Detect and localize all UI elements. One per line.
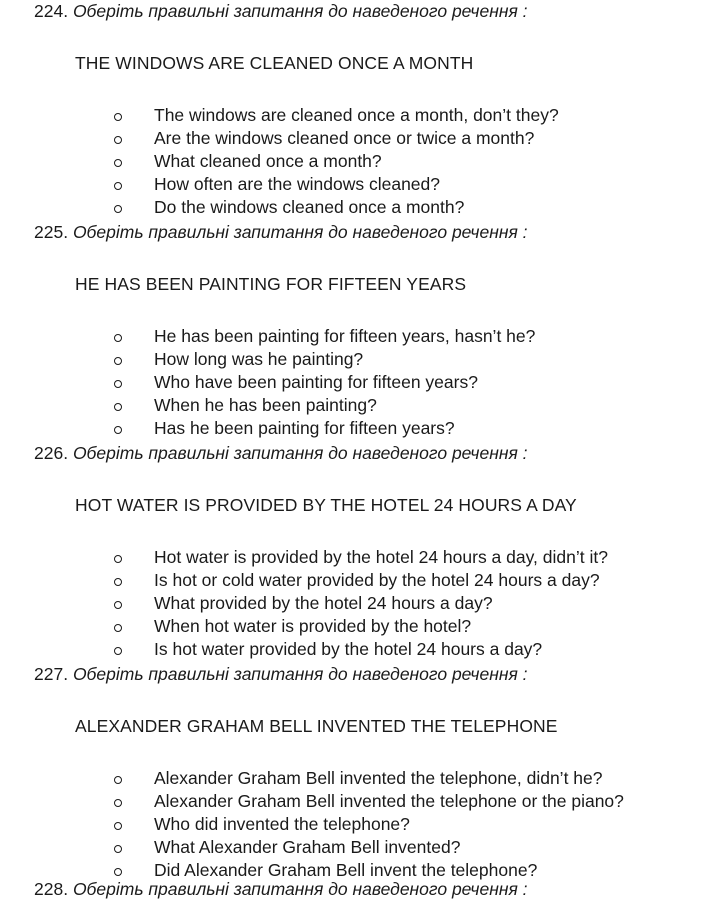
answer-option[interactable] xyxy=(0,592,706,615)
answer-option[interactable] xyxy=(0,196,706,219)
answer-option[interactable] xyxy=(0,127,706,150)
radio-circle-icon[interactable] xyxy=(114,159,122,167)
answer-option[interactable] xyxy=(0,325,706,348)
option-text: Are the windows cleaned once or twice a month? xyxy=(154,128,535,148)
option-text: How often are the windows cleaned? xyxy=(154,174,441,194)
answer-option[interactable] xyxy=(0,348,706,371)
question-instruction: Оберіть правильні запитання до наведеного речення : xyxy=(72,1,528,21)
answer-option[interactable] xyxy=(0,104,706,127)
question-228-partial xyxy=(34,878,528,900)
question-number: 226. xyxy=(34,443,69,463)
answer-option[interactable] xyxy=(0,546,706,569)
answer-option[interactable] xyxy=(0,615,706,638)
question-header xyxy=(34,221,528,243)
radio-circle-icon[interactable] xyxy=(114,845,122,853)
option-text: Did Alexander Graham Bell invent the telephone? xyxy=(154,860,538,880)
radio-circle-icon[interactable] xyxy=(114,578,122,586)
answer-option[interactable] xyxy=(0,813,706,836)
option-text: When he has been painting? xyxy=(154,395,377,415)
radio-circle-icon[interactable] xyxy=(114,822,122,830)
radio-circle-icon[interactable] xyxy=(114,136,122,144)
option-text: He has been painting for fifteen years, hasn’t he? xyxy=(154,326,536,346)
answer-option[interactable] xyxy=(0,836,706,859)
question-instruction: Оберіть правильні запитання до наведеного речення : xyxy=(72,664,528,684)
answer-option[interactable] xyxy=(0,790,706,813)
option-text: Has he been painting for fifteen years? xyxy=(154,418,455,438)
answer-option[interactable] xyxy=(0,371,706,394)
answer-option[interactable] xyxy=(0,569,706,592)
question-header xyxy=(34,663,528,685)
radio-circle-icon[interactable] xyxy=(114,799,122,807)
answer-options xyxy=(0,104,706,219)
answer-options xyxy=(0,767,706,882)
radio-circle-icon[interactable] xyxy=(114,647,122,655)
question-sentence: HE HAS BEEN PAINTING FOR FIFTEEN YEARS xyxy=(75,274,467,294)
option-text: Is hot water provided by the hotel 24 hours a day? xyxy=(154,639,543,659)
question-sentence: THE WINDOWS ARE CLEANED ONCE A MONTH xyxy=(75,53,474,73)
option-text: Is hot or cold water provided by the hotel 24 hours a day? xyxy=(154,570,600,590)
question-header xyxy=(34,442,528,464)
radio-circle-icon[interactable] xyxy=(114,205,122,213)
answer-option[interactable] xyxy=(0,173,706,196)
radio-circle-icon[interactable] xyxy=(114,380,122,388)
radio-circle-icon[interactable] xyxy=(114,601,122,609)
radio-circle-icon[interactable] xyxy=(114,357,122,365)
question-instruction: Оберіть правильні запитання до наведеного речення : xyxy=(72,443,528,463)
radio-circle-icon[interactable] xyxy=(114,624,122,632)
question-number: 225. xyxy=(34,222,69,242)
answer-option[interactable] xyxy=(0,417,706,440)
answer-option[interactable] xyxy=(0,394,706,417)
option-text: Do the windows cleaned once a month? xyxy=(154,197,465,217)
radio-circle-icon[interactable] xyxy=(114,182,122,190)
option-text: The windows are cleaned once a month, don’t they? xyxy=(154,105,559,125)
option-text: What cleaned once a month? xyxy=(154,151,382,171)
option-text: Alexander Graham Bell invented the telephone, didn’t he? xyxy=(154,768,603,788)
question-header xyxy=(34,0,528,22)
question-number: 224. xyxy=(34,1,69,21)
option-text: Who have been painting for fifteen years? xyxy=(154,372,478,392)
radio-circle-icon[interactable] xyxy=(114,868,122,876)
question-number: 227. xyxy=(34,664,69,684)
answer-option[interactable] xyxy=(0,150,706,173)
radio-circle-icon[interactable] xyxy=(114,426,122,434)
option-text: What provided by the hotel 24 hours a day? xyxy=(154,593,493,613)
answer-option[interactable] xyxy=(0,767,706,790)
radio-circle-icon[interactable] xyxy=(114,403,122,411)
option-text: When hot water is provided by the hotel? xyxy=(154,616,472,636)
answer-option[interactable] xyxy=(0,638,706,661)
option-text: What Alexander Graham Bell invented? xyxy=(154,837,461,857)
question-sentence: HOT WATER IS PROVIDED BY THE HOTEL 24 HOURS A DAY xyxy=(75,495,577,515)
option-text: Hot water is provided by the hotel 24 hours a day, didn’t it? xyxy=(154,547,608,567)
question-sentence: ALEXANDER GRAHAM BELL INVENTED THE TELEPHONE xyxy=(75,716,558,736)
question-number: 228. xyxy=(34,879,69,899)
radio-circle-icon[interactable] xyxy=(114,555,122,563)
radio-circle-icon[interactable] xyxy=(114,113,122,121)
radio-circle-icon[interactable] xyxy=(114,776,122,784)
answer-options xyxy=(0,325,706,440)
question-instruction: Оберіть правильні запитання до наведеного речення : xyxy=(72,879,528,899)
radio-circle-icon[interactable] xyxy=(114,334,122,342)
option-text: Alexander Graham Bell invented the telephone or the piano? xyxy=(154,791,624,811)
answer-options xyxy=(0,546,706,661)
question-instruction: Оберіть правильні запитання до наведеного речення : xyxy=(72,222,528,242)
option-text: How long was he painting? xyxy=(154,349,364,369)
option-text: Who did invented the telephone? xyxy=(154,814,410,834)
